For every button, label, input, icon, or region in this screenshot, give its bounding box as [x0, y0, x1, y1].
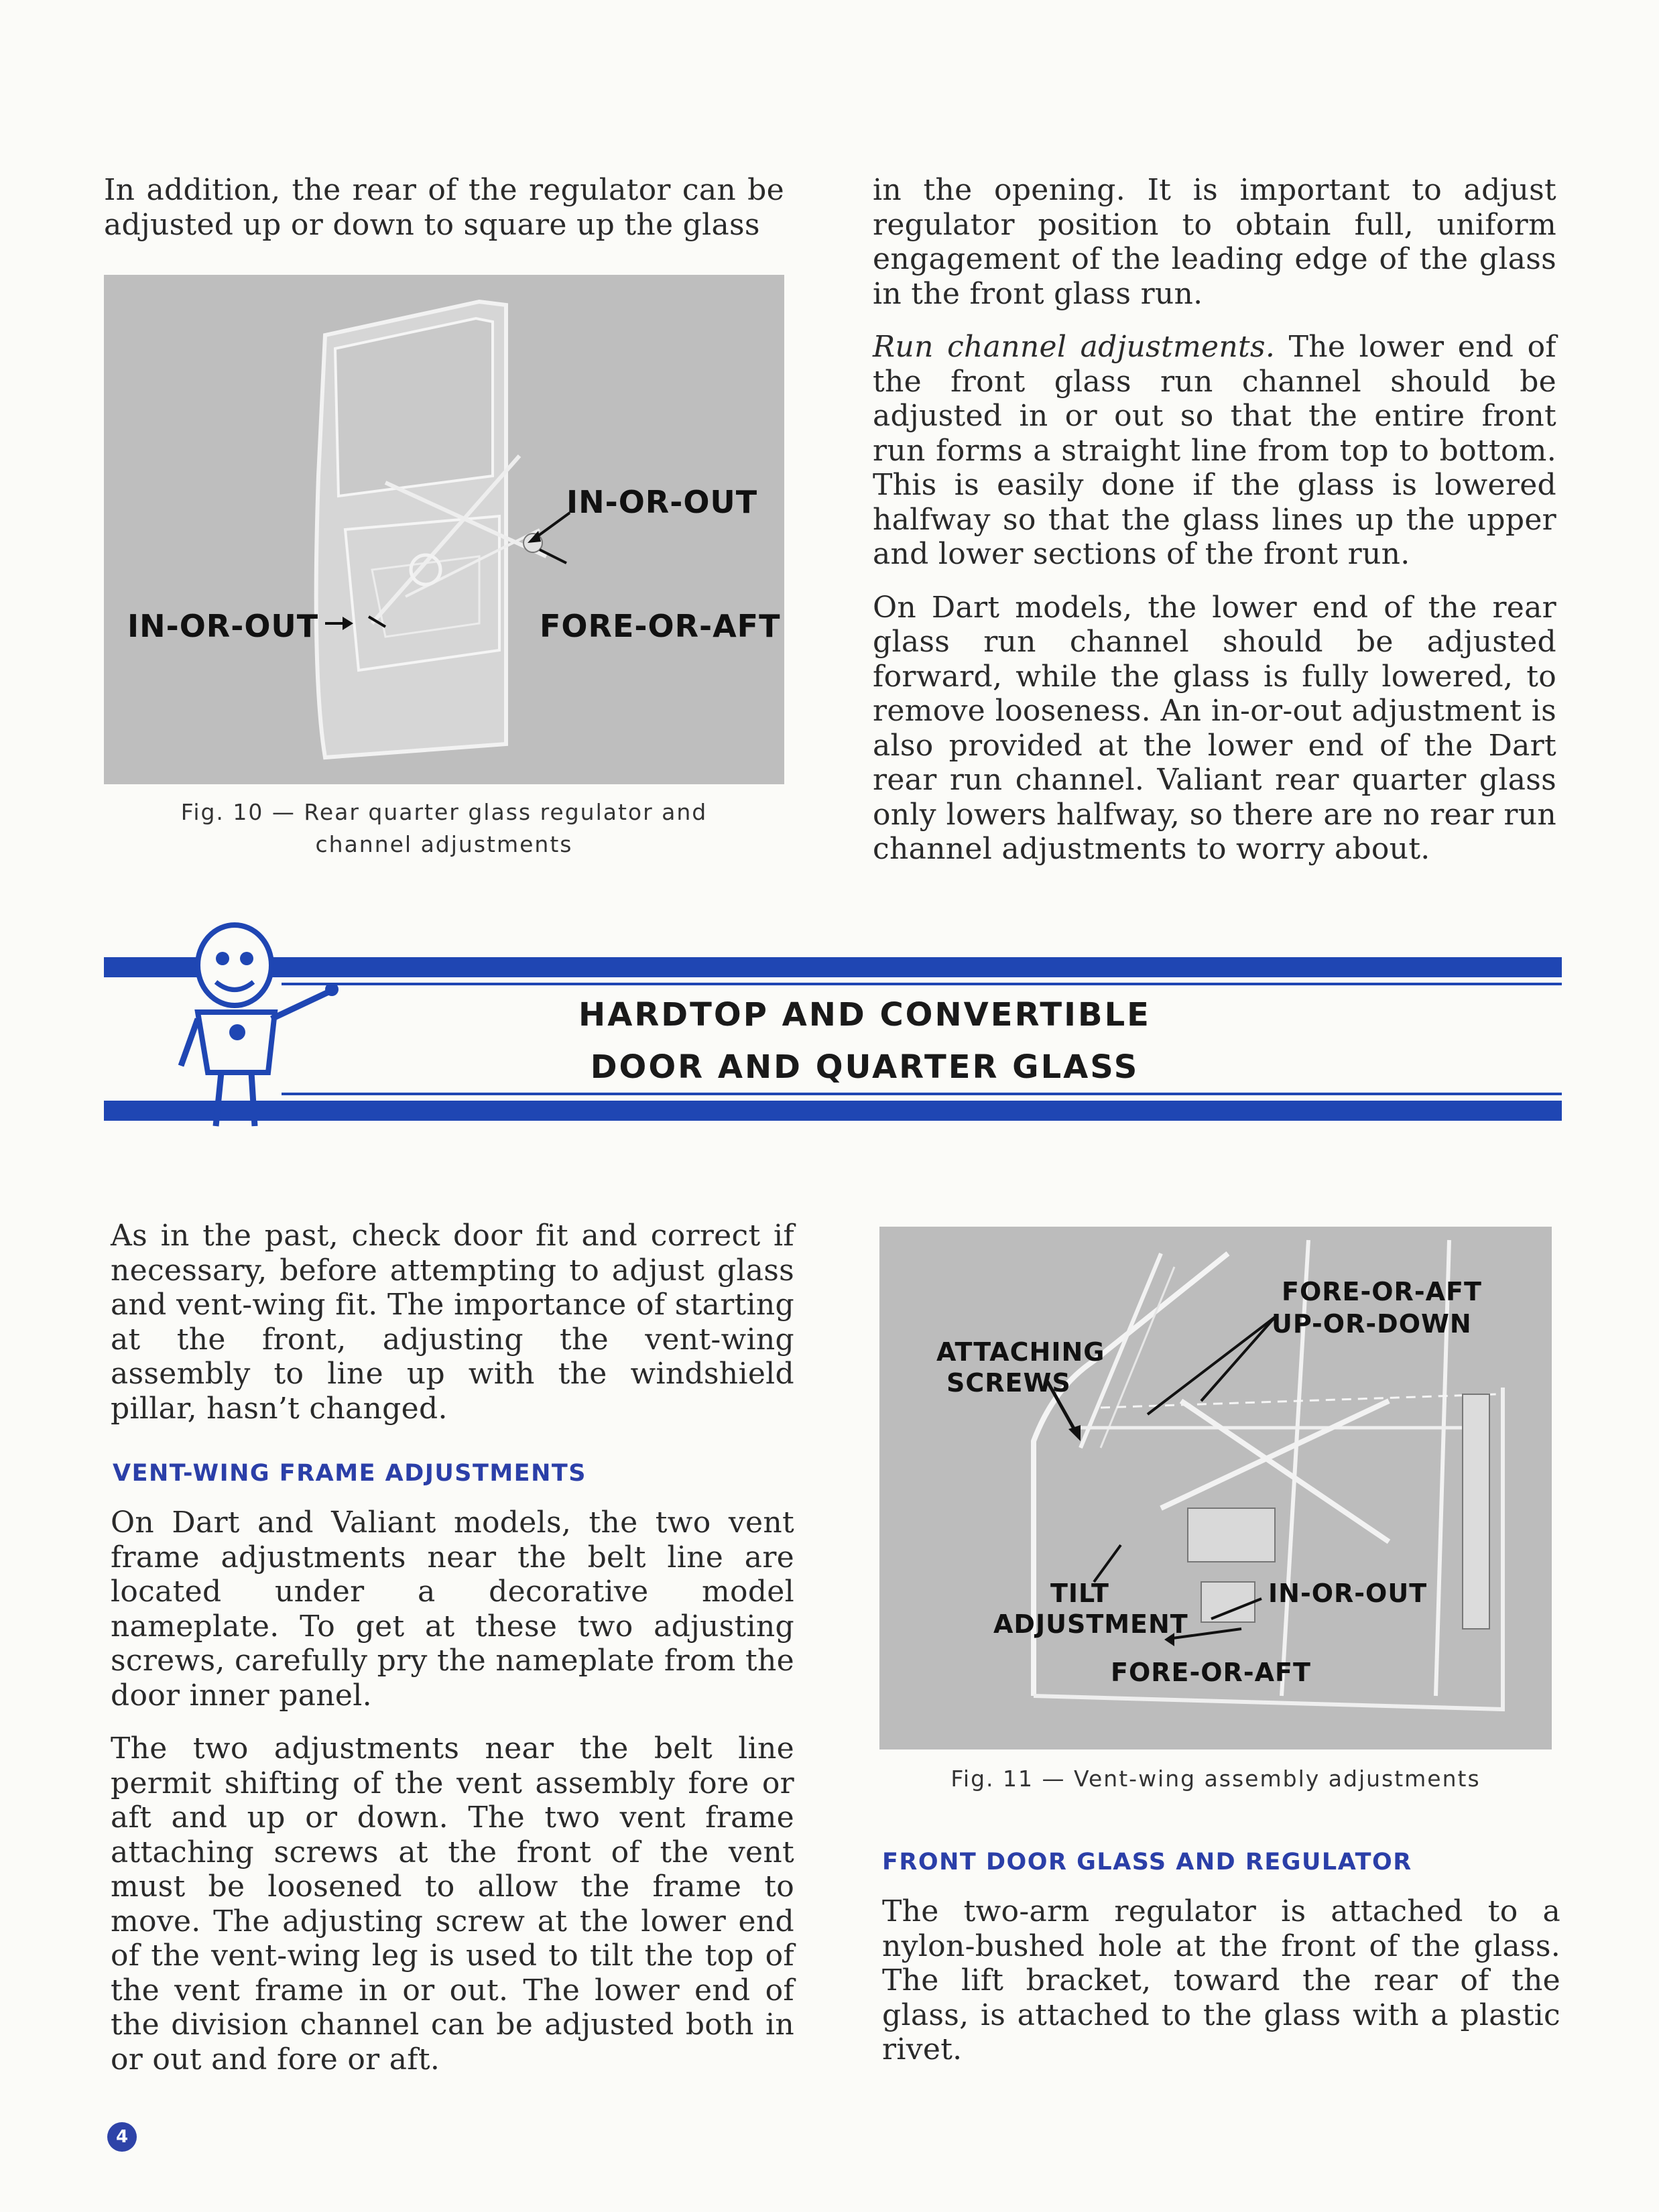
figure-10-caption [104, 796, 784, 861]
paragraph-nameplate: On Dart and Valiant models, the two vent frame adjustments near the belt line are located under a decorative model nameplate. To get at these two adjusting screws, carefully pry the nameplate from the door inner panel. [111, 1506, 794, 1713]
section-title-line-1: HARDTOP AND CONVERTIBLE [578, 996, 1151, 1034]
bottom-right-column [882, 1894, 1560, 2086]
fig11-label-fore-or-aft-bottom: FORE-OR-AFT [1111, 1658, 1311, 1687]
paragraph-glass-opening: in the opening. It is important to adjust regulator position to obtain full, uniform engagement of the leading edge of the glass in the front glass run. [873, 173, 1556, 311]
fig11-label-attaching: ATTACHING [936, 1337, 1105, 1367]
run-channel-heading: Run channel adjustments. [873, 330, 1276, 364]
paragraph-regulator-rear: In addition, the rear of the regulator can be adjusted up or down to square up the glass [104, 173, 784, 242]
top-right-column [873, 173, 1556, 885]
fig11-label-in-or-out: IN-OR-OUT [1268, 1579, 1428, 1608]
fig11-label-tilt: TILT [1050, 1579, 1109, 1608]
figure-10-photo [104, 275, 784, 784]
section-title [463, 995, 1267, 1087]
section-title-line-2: DOOR AND QUARTER GLASS [590, 1048, 1140, 1086]
fig10-label-in-or-out-upper: IN-OR-OUT [566, 484, 758, 520]
fig11-label-fore-or-aft-top: FORE-OR-AFT [1282, 1277, 1482, 1306]
figure-11-caption: Fig. 11 — Vent-wing assembly adjustments [950, 1766, 1481, 1792]
run-channel-body: The lower end of the front glass run channel should be adjusted in or out so that the entire front run forms a straight line from top to bottom. This is easily done if the glass is lowered halfway so that the glass lines up the upper and lower sections of the front run. [873, 330, 1556, 571]
bottom-left-column-body [111, 1506, 794, 2095]
paragraph-dart-models: On Dart models, the lower end of the rear glass run channel should be adjusted forward, while the glass is fully lowered, to remove looseness. An in-or-out adjustment is also provided at the lower end of the Dart rear run channel. Valiant rear quarter glass only lowers halfway, so there are no rear run channel adjustments to worry about. [873, 590, 1556, 866]
fig11-label-up-or-down: UP-OR-DOWN [1272, 1309, 1472, 1339]
figure-10-caption-line-2: channel adjustments [315, 831, 573, 857]
top-left-column [104, 173, 784, 261]
banner-bar-top-thin [282, 983, 1562, 985]
fig10-label-fore-or-aft: FORE-OR-AFT [540, 608, 781, 644]
fig11-label-screws: SCREWS [946, 1368, 1071, 1398]
bottom-left-column-intro [111, 1219, 794, 1445]
banner-bar-bottom-thin [282, 1093, 1562, 1095]
figure-10-caption-line-1: Fig. 10 — Rear quarter glass regulator and [180, 799, 708, 825]
paragraph-two-arm-regulator: The two-arm regulator is attached to a nylon-bushed hole at the front of the glass. The lift bracket, toward the rear of the glass, is attached to the glass with a plastic rivet. [882, 1894, 1560, 2067]
subhead-front-door-glass: FRONT DOOR GLASS AND REGULATOR [882, 1849, 1412, 1876]
paragraph-door-fit: As in the past, check door fit and correct if necessary, before attempting to adjust glass and vent-wing fit. The importance of starting at the front, adjusting the vent-wing assembly to line up with the windshield pillar, hasn’t changed. [111, 1219, 794, 1426]
paragraph-belt-line: The two adjustments near the belt line permit shifting of the vent assembly fore or aft and up or down. The two vent frame attaching screws at the front of the vent must be loosened to allow the frame to move. The adjusting screw at the lower end of the vent-wing leg is used to tilt the top of the vent frame in or out. The lower end of the division channel can be adjusted both in or out and fore or aft. [111, 1731, 794, 2077]
fig10-label-in-or-out-left: IN-OR-OUT [127, 608, 319, 644]
page-number-badge: 4 [107, 2122, 137, 2152]
door-regulator-illustration [104, 275, 784, 784]
figure-11-photo [879, 1227, 1552, 1749]
subhead-vent-wing-frame: VENT-WING FRAME ADJUSTMENTS [113, 1460, 587, 1487]
paragraph-run-channel [873, 330, 1556, 572]
mascot-icon [168, 918, 349, 1140]
fig11-label-adjustment: ADJUSTMENT [993, 1609, 1188, 1639]
vent-wing-illustration [879, 1227, 1552, 1749]
